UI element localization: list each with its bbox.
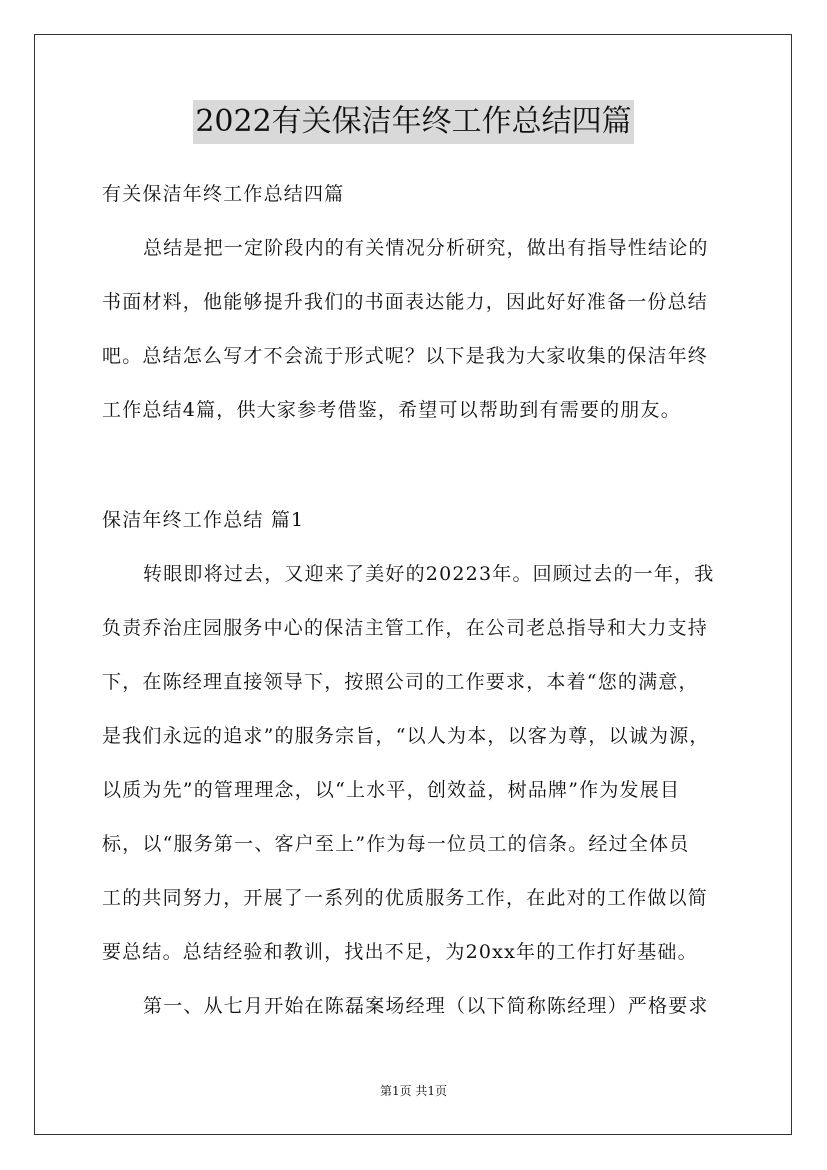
body-line: 以质为先”的管理理念，以“上水平，创效益，树品牌”作为发展目 — [102, 779, 681, 801]
body-line: 要总结。总结经验和教训，找出不足，为20xx年的工作打好基础。 — [102, 941, 698, 963]
body-line: 负责乔治庄园服务中心的保洁主管工作，在公司老总指导和大力支持 — [102, 617, 709, 639]
body-line: 标，以“服务第一、客户至上”作为每一位员工的信条。经过全体员 — [102, 833, 690, 855]
body-line: 转眼即将过去，又迎来了美好的20223年。回顾过去的一年，我 — [143, 563, 715, 585]
section-heading: 保洁年终工作总结 篇1 — [102, 509, 305, 531]
page-footer: 第1页 共1页 — [379, 1084, 448, 1098]
body-line: 下，在陈经理直接领导下，按照公司的工作要求，本着“您的满意， — [102, 671, 699, 693]
body-line: 是我们永远的追求”的服务宗旨，“以人为本，以客为尊，以诚为源， — [102, 725, 710, 747]
body-line: 工的共同努力，开展了一系列的优质服务工作，在此对的工作做以简 — [102, 887, 709, 909]
document-subtitle: 有关保洁年终工作总结四篇 — [102, 183, 345, 205]
intro-line: 书面材料，他能够提升我们的书面表达能力，因此好好准备一份总结 — [102, 291, 709, 313]
intro-line: 吧。总结怎么写才不会流于形式呢？以下是我为大家收集的保洁年终 — [102, 345, 709, 367]
document-title: 2022有关保洁年终工作总结四篇 — [193, 100, 633, 144]
title-container — [0, 100, 827, 144]
body-line: 第一、从七月开始在陈磊案场经理（以下简称陈经理）严格要求 — [143, 995, 709, 1017]
intro-line: 工作总结4篇，供大家参考借鉴，希望可以帮助到有需要的朋友。 — [102, 399, 681, 421]
intro-line: 总结是把一定阶段内的有关情况分析研究，做出有指导性结论的 — [143, 237, 709, 259]
